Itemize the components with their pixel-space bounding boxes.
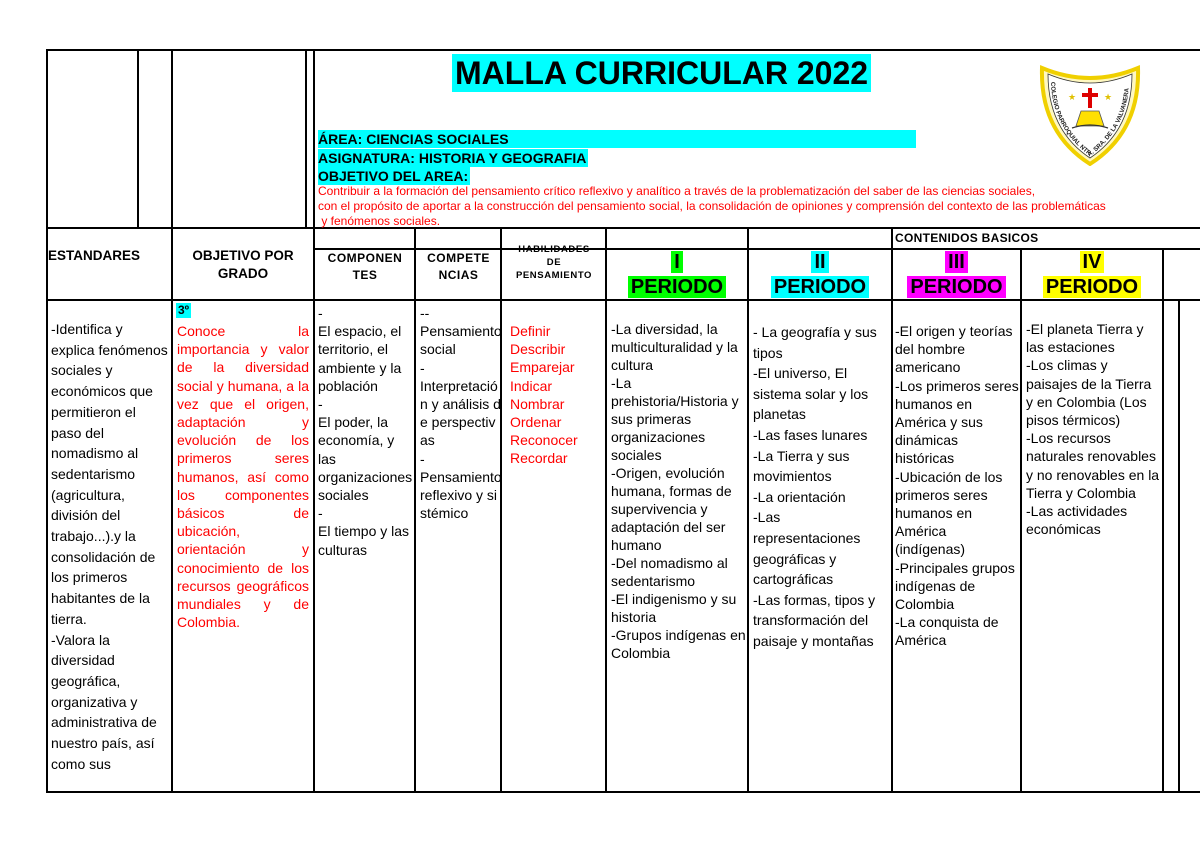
column-line	[891, 227, 893, 793]
header-estandares: ESTANDARES	[48, 248, 141, 263]
table-border-bottom	[46, 791, 1200, 793]
column-line	[605, 227, 607, 793]
cell-periodo-3: -El origen y teorías del hombre americano -Los primeros seres humanos en América y sus dinámicas históricas -Ubicación de los primeros seres humanos en América (indígenas) -Principales grupos indígenas de Colombia -La conquista de América	[895, 323, 1019, 649]
cell-competencias: -- Pensamiento social - Interpretación y análisis de perspectivas - Pensamiento reflexivo y sistémico	[420, 305, 502, 522]
column-line	[1020, 248, 1022, 793]
table-border-left	[46, 49, 48, 793]
column-line	[137, 49, 139, 229]
cell-periodo-1: -La diversidad, la multiculturalidad y la cultura -La prehistoria/Historia y sus primeras organizaciones sociales -Origen, evolución humana, formas de supervivencia y adaptación del ser humano -Del nomadismo al sedentarismo -El indigenismo y su historia -Grupos indígenas en Colombia	[611, 321, 746, 661]
objetivo-area-text: Contribuir a la formación del pensamiento crítico reflexivo y analítico a través de la problematización del saber de las ciencias sociales, con el propósito de aportar a la construcción del pensamiento social, la consolidación de opiniones y comprensión del contexto de las problemáticas y fenómenos sociales.	[318, 184, 1106, 228]
header-componentes: COMPONEN TES	[327, 251, 403, 282]
cell-periodo-2: - La geografía y sus tipos -El universo, El sistema solar y los planetas -Las fases lunares -La Tierra y sus movimientos -La orientación -Las representaciones geográficas y cartográficas -Las formas, tipos y transformación del paisaje y montañas	[753, 324, 877, 649]
column-line	[313, 49, 315, 793]
cell-habilidades: Definir Describir Emparejar Indicar Nombrar Ordenar Reconocer Recordar	[510, 323, 578, 467]
grado-badge: 3º	[178, 303, 190, 317]
cell-componentes: - El espacio, el territorio, el ambiente y la población - El poder, la economía, y las organizaciones sociales - El tiempo y las culturas	[318, 305, 413, 558]
header-periodo-3: III PERIODO	[893, 250, 1020, 300]
crest-motto-text: COLEGIO PARROQUIAL NTRA. SRA. DE LA VALVANERA	[1048, 81, 1131, 159]
area-label: ÁREA: CIENCIAS SOCIALES	[318, 130, 916, 148]
header-contenidos-basicos: CONTENIDOS BASICOS	[895, 231, 1039, 245]
header-periodo-1: I PERIODO	[607, 250, 747, 300]
header-periodo-4: IV PERIODO	[1022, 250, 1162, 300]
svg-text:★: ★	[1068, 92, 1077, 102]
school-crest-logo	[1038, 62, 1142, 166]
column-line	[747, 227, 749, 793]
column-line	[305, 49, 307, 229]
svg-text:★: ★	[1104, 92, 1113, 102]
column-line	[1178, 299, 1180, 793]
cell-periodo-4: -El planeta Tierra y las estaciones -Los climas y paisajes de la Tierra y en Colombia (Los pisos térmicos) -Los recursos naturales renovables y no renovables en la Tierra y Colombia -Las actividades económicas	[1026, 321, 1160, 538]
header-objetivo-grado: OBJETIVO POR GRADO	[192, 248, 294, 281]
asignatura-label: ASIGNATURA: HISTORIA Y GEOGRAFIA	[318, 150, 587, 166]
column-line	[414, 227, 416, 793]
page-title: MALLA CURRICULAR 2022	[452, 54, 871, 92]
objetivo-area-label: OBJETIVO DEL AREA:	[318, 168, 469, 184]
header-periodo-2: II PERIODO	[749, 250, 891, 300]
cell-estandares: -Identifica y explica fenómenos sociales y económicos que permitieron el paso del nomadismo al sedentarismo (agricultura, división del trabajo...).y la consolidación de los primeros habitantes de la tierra. -Valora la diversidad geográfica, organizativa y administrativa de nuestro país, así como sus	[51, 321, 168, 772]
header-competencias: COMPETE NCIAS	[427, 251, 490, 282]
column-line	[171, 49, 173, 793]
cell-objetivo-grado: Conoce la importancia y valor de la diversidad social y humana, a la vez que el origen, adaptación y evolución de los primeros seres humanos, así como los componentes básicos de ubicación, orientación y conocimiento de los recursos geográficos mundiales y de Colombia.	[177, 323, 309, 631]
table-border-top	[46, 49, 1200, 51]
header-habilidades: HABILIDADES DE PENSAMIENTO	[515, 244, 593, 281]
column-line	[1162, 248, 1164, 793]
